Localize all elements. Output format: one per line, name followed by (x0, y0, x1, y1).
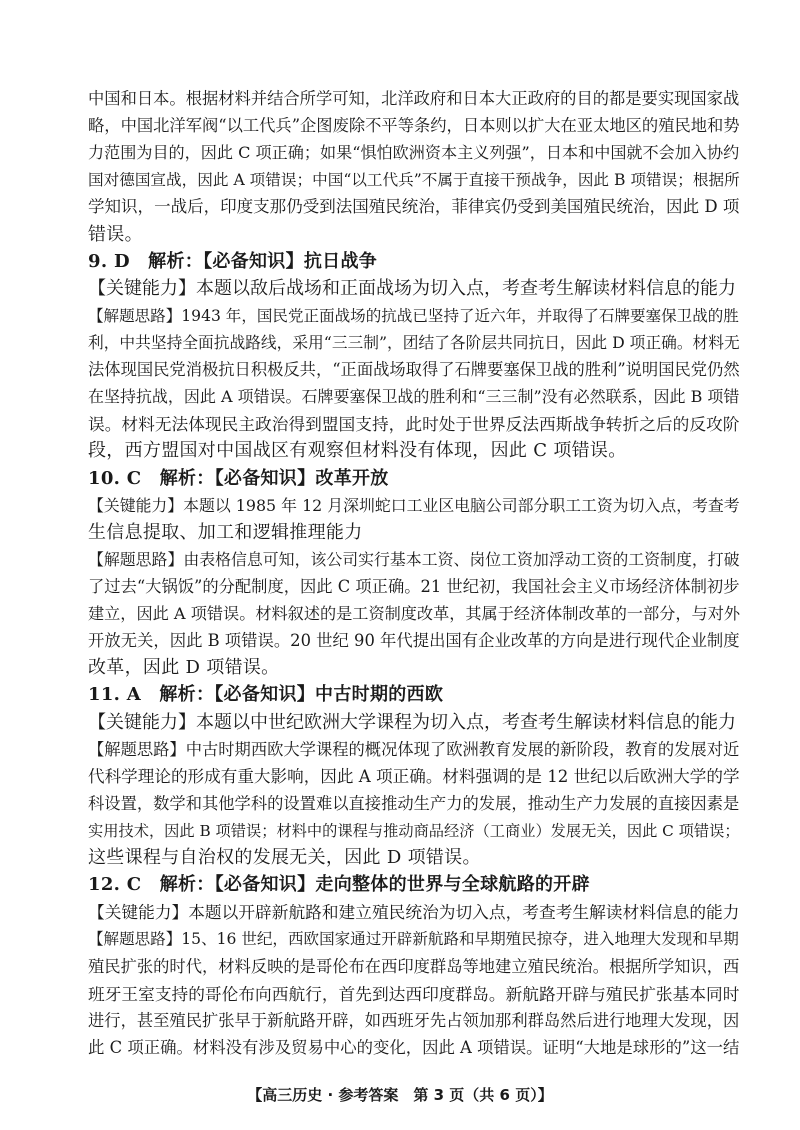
intro-line: 力范围为目的，因此 C 项正确；如果“惧怕欧洲资本主义列强”，日本和中国就不会加入协约 (88, 143, 740, 163)
intro-line: 国对德国宣战，因此 A 项错误；中国“以工代兵”不属于直接干预战争，因此 B 项错误；根据所 (88, 171, 740, 190)
question-12-line: 班牙王室支持的哥伦布向西航行，首先到达西印度群岛。新航路开辟与殖民扩张基本同时 (88, 983, 740, 1004)
question-12-line: 【解题思路】15、16 世纪，西欧国家通过开辟新航路和早期殖民掠夺，进入地理大发现和早期 (88, 930, 739, 949)
question-12-line: 进行，甚至殖民扩张早于新航路开辟，如西班牙先占领加那利群岛然后进行地理大发现，因 (88, 1010, 740, 1030)
page-footer: 【高三历史 · 参考答案 第 3 页（共 6 页）】 (247, 1086, 553, 1104)
question-12-line: 此 C 项正确。材料没有涉及贸易中心的变化，因此 A 项错误。证明“大地是球形的”这一结 (88, 1037, 740, 1057)
question-10-line: 改革，因此 D 项错误。 (88, 657, 280, 679)
question-11-line: 【关键能力】本题以中世纪欧洲大学课程为切入点，考查考生解读材料信息的能力 (88, 711, 736, 733)
question-12-line: 殖民扩张的时代，材料反映的是哥伦布在西印度群岛等地建立殖民统治。根据所学知识，西 (88, 956, 740, 976)
question-9-line: 法体现国民党消极抗日积极反共，“正面战场取得了石牌要塞保卫战的胜利”说明国民党仍然 (88, 360, 740, 380)
question-10-header: 10. C 解析：【必备知识】改革开放 (88, 467, 389, 489)
question-9-line: 在坚持抗战，因此 A 项错误。石牌要塞保卫战的胜利和“三三制”没有必然联系，因此 B 项错 (88, 387, 740, 407)
question-11-header: 11. A 解析：【必备知识】中古时期的西欧 (88, 684, 444, 706)
question-11-line: 这些课程与自治权的发展无关，因此 D 项错误。 (88, 847, 481, 869)
question-9-header: 9. D 解析：【必备知识】抗日战争 (88, 250, 378, 272)
question-10-line: 【关键能力】本题以 1985 年 12 月深圳蛇口工业区电脑公司部分职工工资为切入点，考查考 (88, 495, 740, 515)
question-9-line: 利，中共坚持全面抗战路线，采用“三三制”，团结了各阶层共同抗日，因此 D 项正确。材料无 (88, 333, 740, 352)
question-10-line: 建立，因此 A 项错误。材料叙述的是工资制度改革，其属于经济体制改革的一部分，与对外 (88, 604, 741, 624)
question-10-line: 【解题思路】由表格信息可知，该公司实行基本工资、岗位工资加浮动工资的工资制度，打破 (88, 549, 740, 569)
intro-line: 错误。 (88, 223, 143, 245)
question-11-line: 【解题思路】中古时期西欧大学课程的概况体现了欧洲教育发展的新阶段，教育的发展对近 (88, 739, 740, 759)
question-10-line: 生信息提取、加工和逻辑推理能力 (88, 521, 363, 543)
question-11-line: 实用技术，因此 B 项错误；材料中的课程与推动商品经济（工商业）发展无关，因此 C 项错误； (88, 822, 740, 840)
question-10-line: 开放无关，因此 B 项错误。20 世纪 90 年代提出国有企业改革的方向是进行现代企业制度 (88, 631, 740, 651)
question-9-line: 【关键能力】本题以敌后战场和正面战场为切入点，考查考生解读材料信息的能力 (88, 277, 736, 299)
question-12-line: 【关键能力】本题以开辟新航路和建立殖民统治为切入点，考查考生解读材料信息的能力 (88, 902, 740, 923)
question-11-line: 代科学理论的形成有重大影响，因此 A 项正确。材料强调的是 12 世纪以后欧洲大学的学 (88, 766, 740, 786)
question-9-line: 误。材料无法体现民主政治得到盟国支持，此时处于世界反法西斯战争转折之后的反攻阶 (88, 414, 740, 435)
question-11-line: 科设置，数学和其他学科的设置难以直接推动生产力的发展，推动生产力发展的直接因素是 (88, 793, 740, 813)
intro-line: 中国和日本。根据材料并结合所学可知，北洋政府和日本大正政府的目的都是要实现国家战 (88, 89, 740, 108)
intro-line: 学知识，一战后，印度支那仍受到法国殖民统治，菲律宾仍受到美国殖民统治，因此 D 项 (88, 197, 740, 217)
question-9-line: 段，西方盟国对中国战区有观察但材料没有体现，因此 C 项错误。 (88, 440, 627, 462)
intro-line: 略，中国北洋军阀“以工代兵”企图废除不平等条约，日本则以扩大在亚太地区的殖民地和势 (88, 116, 740, 136)
question-12-header: 12. C 解析：【必备知识】走向整体的世界与全球航路的开辟 (88, 874, 590, 896)
question-10-line: 了过去“大锅饭”的分配制度，因此 C 项正确。21 世纪初，我国社会主义市场经济体制初步 (88, 577, 740, 596)
question-9-line: 【解题思路】1943 年，国民党正面战场的抗战已坚持了近六年，并取得了石牌要塞保卫战的胜 (88, 306, 739, 325)
